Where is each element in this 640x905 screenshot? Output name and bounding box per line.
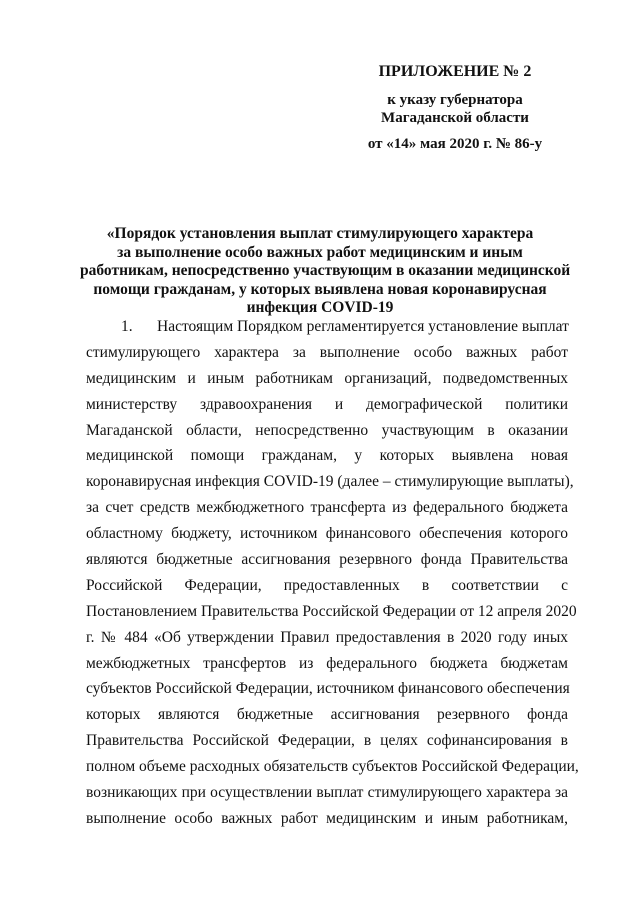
body-line: медицинской помощи гражданам, у которых выявлена новая bbox=[86, 447, 568, 465]
item-number: 1. bbox=[121, 318, 133, 335]
body-line: за счет средств межбюджетного трансферта из федерального бюджета bbox=[86, 499, 568, 517]
document-title-line: работникам, непосредственно участвующим в оказании медицинской bbox=[80, 262, 571, 279]
body-line: коронавирусная инфекция COVID-19 (далее – стимулирующие выплаты), bbox=[86, 473, 574, 491]
body-line: которых являются бюджетные ассигнования резервного фонда bbox=[86, 706, 568, 724]
body-line: стимулирующего характера за выполнение особо важных работ bbox=[86, 343, 568, 361]
body-line-first bbox=[86, 314, 568, 340]
body-line: субъектов Российской Федерации, источником финансового обеспечения bbox=[86, 680, 570, 698]
appendix-decree-ref: к указу губернатора bbox=[387, 92, 523, 108]
body-line: выполнение особо важных работ медицинским и иным работникам, bbox=[86, 809, 568, 827]
appendix-date-number: от «14» мая 2020 г. № 86-у bbox=[367, 136, 543, 152]
body-line: министерству здравоохранения и демографической политики bbox=[86, 395, 568, 413]
body-line: полном объеме расходных обязательств субъектов Российской Федерации, bbox=[86, 758, 579, 776]
body-line: Правительства Российской Федерации, в целях софинансирования в bbox=[86, 732, 568, 750]
body-line: возникающих при осуществлении выплат стимулирующего характера за bbox=[86, 784, 568, 802]
body-line: межбюджетных трансфертов из федерального бюджета бюджетам bbox=[86, 654, 568, 672]
document-body bbox=[86, 314, 579, 832]
document-title-line: инфекция COVID-19 bbox=[246, 299, 394, 316]
appendix-title: ПРИЛОЖЕНИЕ № 2 bbox=[378, 63, 532, 80]
document-title-line: помощи гражданам, у которых выявлена новая коронавирусная bbox=[93, 280, 547, 298]
body-line: медицинским и иным работникам организаций, подведомственных bbox=[86, 369, 568, 387]
body-line: областному бюджету, источником финансового обеспечения которого bbox=[86, 525, 568, 543]
body-line: являются бюджетные ассигнования резервного фонда Правительства bbox=[86, 551, 568, 569]
document-title bbox=[80, 225, 571, 318]
body-line: г. № 484 «Об утверждении Правил предоставления в 2020 году иных bbox=[86, 628, 568, 646]
body-line: Магаданской области, непосредственно участвующим в оказании bbox=[86, 421, 568, 439]
body-line: Российской Федерации, предоставленных в соответствии с bbox=[86, 576, 568, 594]
body-line: Постановлением Правительства Российской Федерации от 12 апреля 2020 bbox=[86, 602, 577, 620]
body-line-text: Настоящим Порядком регламентируется установление выплат bbox=[157, 318, 569, 335]
document-title-line: за выполнение особо важных работ медицинским и иным bbox=[117, 243, 523, 261]
document-title-line: «Порядок установления выплат стимулирующего характера bbox=[106, 225, 534, 242]
appendix-region: Магаданской области bbox=[381, 110, 529, 126]
